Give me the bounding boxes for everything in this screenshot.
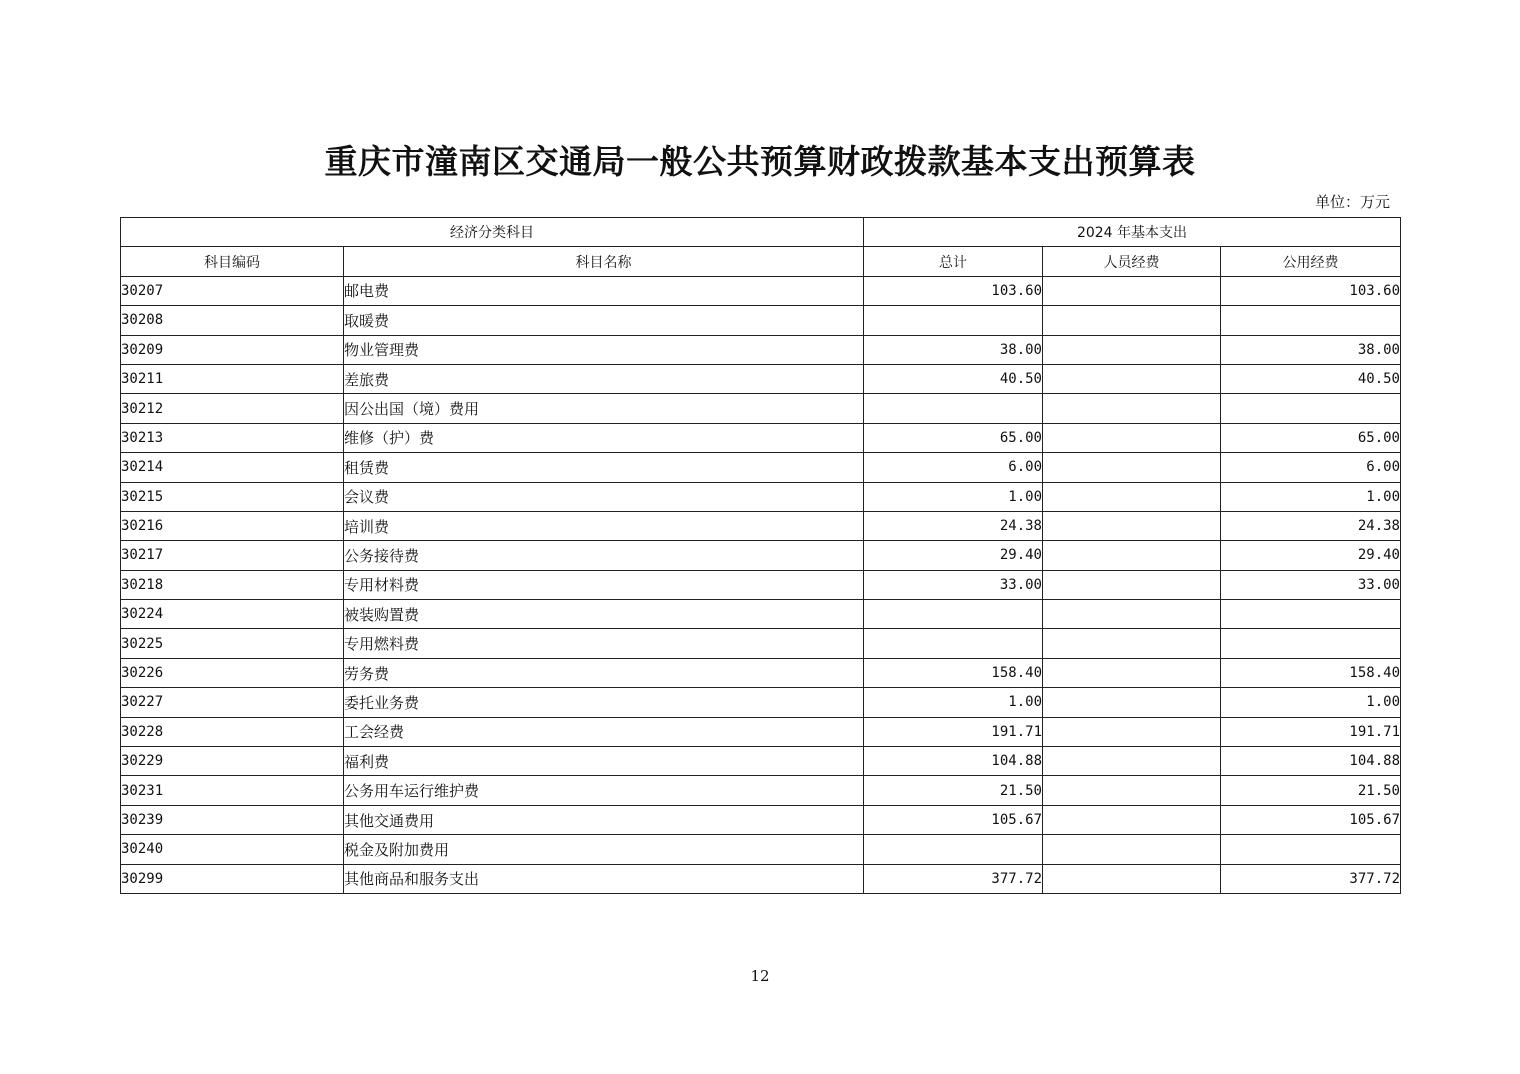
row-name: 因公出国（境）费用 (344, 394, 864, 423)
header-code: 科目编码 (121, 247, 344, 276)
row-name: 取暖费 (344, 306, 864, 335)
row-personnel (1043, 541, 1221, 570)
row-personnel (1043, 335, 1221, 364)
row-public: 105.67 (1221, 805, 1401, 834)
row-total: 29.40 (864, 541, 1043, 570)
table-row (121, 658, 1401, 687)
header-personnel: 人员经费 (1043, 247, 1221, 276)
table-row (121, 864, 1401, 893)
row-code: 30213 (121, 423, 344, 452)
row-name: 福利费 (344, 747, 864, 776)
row-public: 104.88 (1221, 747, 1401, 776)
row-code: 30215 (121, 482, 344, 511)
row-name: 其他商品和服务支出 (344, 864, 864, 893)
row-public: 1.00 (1221, 482, 1401, 511)
budget-table (120, 217, 1401, 894)
row-personnel (1043, 306, 1221, 335)
row-name: 会议费 (344, 482, 864, 511)
row-public (1221, 394, 1401, 423)
row-total: 1.00 (864, 688, 1043, 717)
table-row (121, 776, 1401, 805)
row-public (1221, 629, 1401, 658)
row-public: 65.00 (1221, 423, 1401, 452)
table-row (121, 629, 1401, 658)
row-personnel (1043, 276, 1221, 305)
row-personnel (1043, 453, 1221, 482)
table-row (121, 511, 1401, 540)
row-personnel (1043, 511, 1221, 540)
row-total: 65.00 (864, 423, 1043, 452)
row-personnel (1043, 717, 1221, 746)
row-name: 专用燃料费 (344, 629, 864, 658)
row-total (864, 600, 1043, 629)
row-total: 104.88 (864, 747, 1043, 776)
row-public: 103.60 (1221, 276, 1401, 305)
row-personnel (1043, 805, 1221, 834)
row-total: 21.50 (864, 776, 1043, 805)
table-row (121, 423, 1401, 452)
row-personnel (1043, 364, 1221, 393)
row-public: 24.38 (1221, 511, 1401, 540)
unit-label: 单位：万元 (1314, 193, 1390, 211)
row-personnel (1043, 629, 1221, 658)
row-name: 邮电费 (344, 276, 864, 305)
row-public: 38.00 (1221, 335, 1401, 364)
row-personnel (1043, 747, 1221, 776)
row-total: 103.60 (864, 276, 1043, 305)
row-total: 191.71 (864, 717, 1043, 746)
row-name: 公务用车运行维护费 (344, 776, 864, 805)
row-name: 物业管理费 (344, 335, 864, 364)
row-public: 6.00 (1221, 453, 1401, 482)
row-public: 33.00 (1221, 570, 1401, 599)
page-number: 12 (750, 967, 770, 985)
table-row (121, 276, 1401, 305)
table-row (121, 453, 1401, 482)
row-code: 30218 (121, 570, 344, 599)
row-code: 30229 (121, 747, 344, 776)
row-code: 30208 (121, 306, 344, 335)
row-public (1221, 835, 1401, 864)
row-name: 其他交通费用 (344, 805, 864, 834)
row-total (864, 835, 1043, 864)
row-name: 差旅费 (344, 364, 864, 393)
row-code: 30224 (121, 600, 344, 629)
row-code: 30239 (121, 805, 344, 834)
row-total: 1.00 (864, 482, 1043, 511)
table-row (121, 805, 1401, 834)
row-total: 105.67 (864, 805, 1043, 834)
table-row (121, 394, 1401, 423)
row-public: 21.50 (1221, 776, 1401, 805)
row-personnel (1043, 658, 1221, 687)
row-public: 40.50 (1221, 364, 1401, 393)
row-public: 191.71 (1221, 717, 1401, 746)
header-economic-category: 经济分类科目 (121, 218, 864, 247)
table-row (121, 717, 1401, 746)
row-name: 税金及附加费用 (344, 835, 864, 864)
row-code: 30225 (121, 629, 344, 658)
table-row (121, 541, 1401, 570)
header-column-row (121, 247, 1401, 276)
row-public (1221, 600, 1401, 629)
row-code: 30227 (121, 688, 344, 717)
table-row (121, 600, 1401, 629)
row-personnel (1043, 835, 1221, 864)
table-body (121, 276, 1401, 893)
row-code: 30228 (121, 717, 344, 746)
row-name: 租赁费 (344, 453, 864, 482)
row-personnel (1043, 688, 1221, 717)
row-code: 30209 (121, 335, 344, 364)
row-public: 29.40 (1221, 541, 1401, 570)
table-row (121, 688, 1401, 717)
table-row (121, 835, 1401, 864)
row-total (864, 394, 1043, 423)
row-public (1221, 306, 1401, 335)
row-total: 377.72 (864, 864, 1043, 893)
row-code: 30226 (121, 658, 344, 687)
row-name: 培训费 (344, 511, 864, 540)
row-code: 30217 (121, 541, 344, 570)
row-code: 30231 (121, 776, 344, 805)
row-personnel (1043, 776, 1221, 805)
row-name: 维修（护）费 (344, 423, 864, 452)
table-row (121, 482, 1401, 511)
row-total: 24.38 (864, 511, 1043, 540)
row-total (864, 629, 1043, 658)
row-code: 30211 (121, 364, 344, 393)
row-name: 被装购置费 (344, 600, 864, 629)
row-code: 30207 (121, 276, 344, 305)
header-basic-expenditure: 2024 年基本支出 (864, 218, 1401, 247)
row-code: 30212 (121, 394, 344, 423)
header-name: 科目名称 (344, 247, 864, 276)
row-total (864, 306, 1043, 335)
row-total: 6.00 (864, 453, 1043, 482)
row-name: 委托业务费 (344, 688, 864, 717)
row-total: 33.00 (864, 570, 1043, 599)
row-personnel (1043, 600, 1221, 629)
row-code: 30214 (121, 453, 344, 482)
row-code: 30216 (121, 511, 344, 540)
row-personnel (1043, 394, 1221, 423)
header-group-row (121, 218, 1401, 247)
row-name: 劳务费 (344, 658, 864, 687)
row-public: 1.00 (1221, 688, 1401, 717)
row-personnel (1043, 570, 1221, 599)
table-row (121, 570, 1401, 599)
row-total: 38.00 (864, 335, 1043, 364)
row-total: 158.40 (864, 658, 1043, 687)
table-row (121, 306, 1401, 335)
row-name: 专用材料费 (344, 570, 864, 599)
row-public: 377.72 (1221, 864, 1401, 893)
row-code: 30240 (121, 835, 344, 864)
row-name: 工会经费 (344, 717, 864, 746)
row-personnel (1043, 423, 1221, 452)
table-row (121, 335, 1401, 364)
row-personnel (1043, 482, 1221, 511)
row-total: 40.50 (864, 364, 1043, 393)
row-public: 158.40 (1221, 658, 1401, 687)
row-name: 公务接待费 (344, 541, 864, 570)
header-public: 公用经费 (1221, 247, 1401, 276)
table-row (121, 747, 1401, 776)
row-code: 30299 (121, 864, 344, 893)
row-personnel (1043, 864, 1221, 893)
header-total: 总计 (864, 247, 1043, 276)
page-title: 重庆市潼南区交通局一般公共预算财政拨款基本支出预算表 (324, 142, 1196, 181)
table-row (121, 364, 1401, 393)
